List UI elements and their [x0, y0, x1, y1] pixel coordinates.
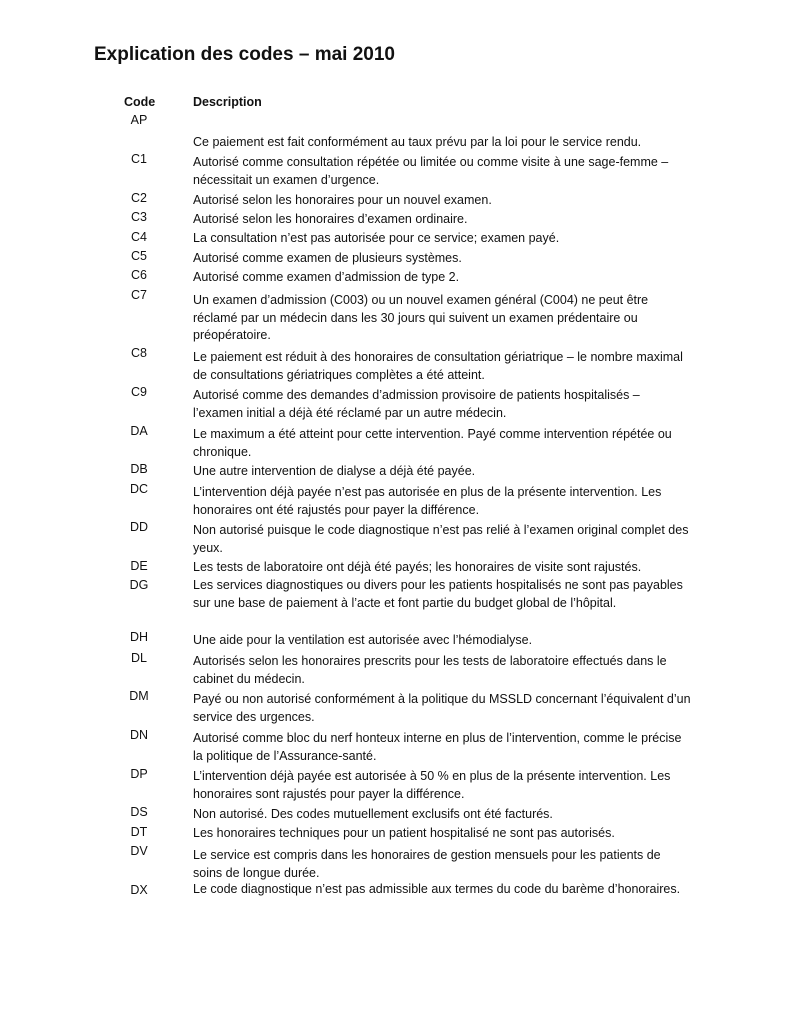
row-description: Le code diagnostique n’est pas admissible aux termes du code du barème d’honoraires. [193, 882, 681, 896]
row-description: Autorisés selon les honoraires prescrits pour les tests de laboratoire effectués dans le cabinet du médecin. [193, 654, 667, 686]
row-code: C3 [131, 210, 147, 224]
row-description: Payé ou non autorisé conformément à la politique du MSSLD concernant l’équivalent d’un service des urgences. [193, 692, 691, 724]
row-code: C4 [131, 230, 147, 244]
row-code: DC [129, 482, 149, 496]
row-description: L’intervention déjà payée est autorisée à 50 % en plus de la présente intervention. Les honoraires sont rajustés pour payer la différence. [193, 769, 671, 801]
row-code: C1 [131, 152, 147, 166]
row-description: Autorisé comme examen d’admission de type 2. [193, 270, 460, 284]
row-code: DB [130, 462, 148, 476]
row-code: DT [130, 825, 148, 839]
row-description: La consultation n’est pas autorisée pour ce service; examen payé. [193, 231, 560, 245]
row-code: C9 [131, 385, 147, 399]
row-code: DE [130, 559, 148, 573]
row-code: DN [129, 728, 149, 742]
row-description: Autorisé comme examen de plusieurs systèmes. [193, 251, 462, 265]
row-description: Les services diagnostiques ou divers pour les patients hospitalisés ne sont pas payables sur une base de paiement à l’acte et font partie du budget global de l’hôpital. [193, 578, 683, 610]
row-code: DA [130, 424, 148, 438]
row-code: DD [129, 520, 149, 534]
row-description: Autorisé selon les honoraires d’examen ordinaire. [193, 212, 468, 226]
row-description: Le service est compris dans les honoraires de gestion mensuels pour les patients de soins de longue durée. [193, 848, 661, 880]
row-code: AP [130, 113, 148, 127]
row-description: Les honoraires techniques pour un patient hospitalisé ne sont pas autorisés. [193, 826, 615, 840]
row-code: DP [130, 767, 148, 781]
row-code: C5 [131, 249, 147, 263]
code-column-header: Code [124, 95, 156, 109]
row-code: DL [131, 651, 147, 665]
row-description: Une aide pour la ventilation est autorisée avec l’hémodialyse. [193, 633, 533, 647]
row-code: C8 [131, 346, 147, 360]
row-description: Non autorisé. Des codes mutuellement exclusifs ont été facturés. [193, 807, 553, 821]
row-description: Le maximum a été atteint pour cette intervention. Payé comme intervention répétée ou chronique. [193, 427, 672, 459]
row-code: DV [130, 844, 148, 858]
row-code: DX [130, 883, 148, 897]
row-description: Non autorisé puisque le code diagnostique n’est pas relié à l’examen original complet des yeux. [193, 523, 689, 555]
row-description: Autorisé selon les honoraires pour un nouvel examen. [193, 193, 492, 207]
row-code: DH [129, 630, 149, 644]
row-code: C7 [131, 288, 147, 302]
row-code: C2 [131, 191, 147, 205]
row-description: Les tests de laboratoire ont déjà été payés; les honoraires de visite sont rajustés. [193, 560, 642, 574]
row-code: DM [129, 689, 149, 703]
description-column-header: Description [193, 95, 262, 109]
row-code: DG [129, 578, 149, 592]
row-description: Autorisé comme consultation répétée ou limitée ou comme visite à une sage-femme – nécessitait un examen d’urgence. [193, 155, 669, 187]
row-description: Autorisé comme des demandes d’admission provisoire de patients hospitalisés – l’examen initial a déjà été réclamé par un autre médecin. [193, 388, 640, 420]
row-description: Autorisé comme bloc du nerf honteux interne en plus de l’intervention, comme le précise la politique de l’Assurance-santé. [193, 731, 682, 763]
page-title: Explication des codes – mai 2010 [94, 44, 395, 65]
row-description: Le paiement est réduit à des honoraires de consultation gériatrique – le nombre maximal de consultations gériatriques complètes a été atteint. [193, 350, 683, 382]
row-description: Un examen d’admission (C003) ou un nouvel examen général (C004) ne peut être réclamé par un médecin dans les 30 jours qui suivent un examen prédentaire ou préopératoire. [193, 293, 649, 343]
row-description: Ce paiement est fait conformément au taux prévu par la loi pour le service rendu. [193, 135, 642, 149]
row-code: DS [130, 805, 148, 819]
row-description: L’intervention déjà payée n’est pas autorisée en plus de la présente intervention. Les honoraires ont été rajustés pour payer la différence. [193, 485, 662, 517]
row-code: C6 [131, 268, 147, 282]
row-description: Une autre intervention de dialyse a déjà été payée. [193, 464, 476, 478]
